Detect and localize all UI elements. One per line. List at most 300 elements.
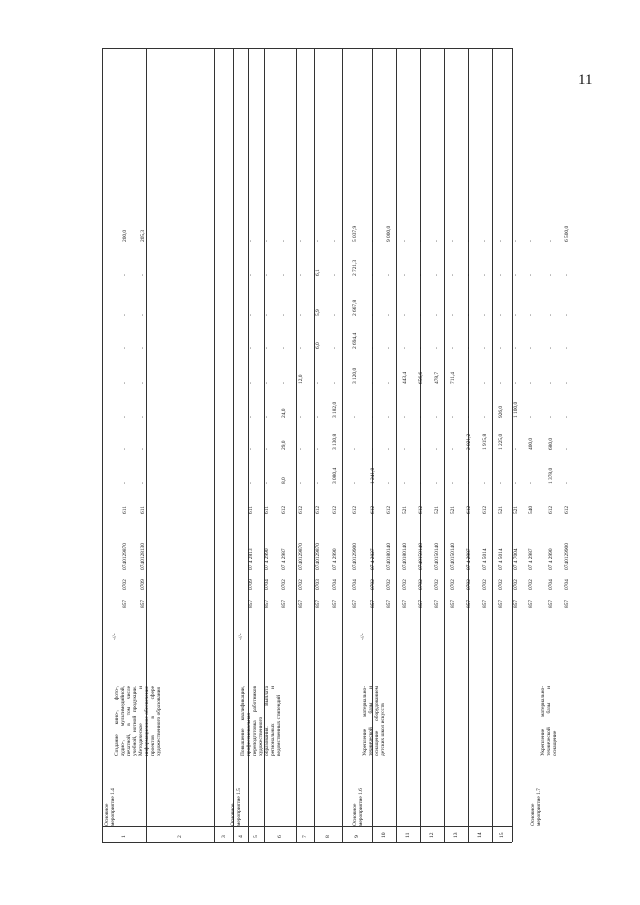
table-cell: 857 [482,599,488,608]
table-cell: 07 4 7004 [513,548,519,570]
table-cell: 2 667,8 [352,299,358,316]
table-cell: 611 [248,506,254,514]
table-cell: - [402,314,408,316]
table-cell: 857 [298,599,304,608]
table-cell: 07 4 2987 [528,548,534,570]
column-number: 6 [277,835,283,838]
table-cell: - [352,416,358,418]
table-cell: - [513,347,519,349]
table-cell: 205,3 [140,229,146,242]
table-cell: 1 378,0 [548,467,554,484]
table-cell: 857 [548,599,554,608]
table-cell: 0702 [466,579,472,590]
table-cell: - [434,314,440,316]
table-cell: - [528,347,534,349]
table-cell: - [370,448,376,450]
table-cell: - [264,274,270,276]
table-cell: 07 4 5014 [498,548,504,570]
table-cell: 611 [140,506,146,514]
table-cell: 0740150140 [434,543,440,570]
table-cell: - [482,240,488,242]
column-rule [233,48,234,842]
page-number: 11 [578,72,593,88]
table-cell: - [248,314,254,316]
table-cell: 07 4 2813 [248,548,254,570]
table-cell: 200,0 [122,229,128,242]
table-cell: - [513,240,519,242]
table-cell: - [548,416,554,418]
section-title: Основное мероприятие 1.7 [530,788,542,826]
table-cell: - [298,274,304,276]
table-cell: 3 080,4 [332,467,338,484]
table-cell: - [122,448,128,450]
column-number: 2 [177,835,183,838]
table-cell: - [450,274,456,276]
table-cell: 6,1 [315,269,321,276]
table-cell: - [264,347,270,349]
table-cell: - [434,240,440,242]
table-cell: 400,0 [528,437,534,450]
table-cell: 07 4 2987 [466,548,472,570]
column-rule [296,48,297,842]
table-cell: - [386,448,392,450]
table-cell: - [513,448,519,450]
table-cell: 540 [528,505,534,514]
column-number: 7 [302,835,308,838]
table-cell: 5 037,9 [352,225,358,242]
table-cell: 0704 [352,579,358,590]
table-cell: - [281,240,287,242]
table-cell: - [281,347,287,349]
column-number: 14 [477,832,483,838]
table-cell: - [402,448,408,450]
table-cell: - [528,482,534,484]
table-cell: - [386,416,392,418]
table-cell: 857 [332,599,338,608]
table-cell: - [122,482,128,484]
table-cell: 857 [122,599,128,608]
table-cell: 612 [482,505,488,514]
table-cell: - [498,240,504,242]
table-cell: - [264,240,270,242]
table-cell: - [466,482,472,484]
table-cell: - [386,274,392,276]
table-cell: - [482,314,488,316]
table-cell: 1 241,0 [370,467,376,484]
table-cell: - [564,347,570,349]
table-cell: - [548,240,554,242]
table-cell: - [434,448,440,450]
table-cell: 857 [450,599,456,608]
column-number: 5 [253,835,259,838]
row-rule [102,842,512,843]
table-cell: - [528,416,534,418]
column-number: 3 [220,835,227,838]
table-cell: 6 500,0 [564,225,570,242]
table-cell: 0702 [482,579,488,590]
table-cell: 0702 [298,579,304,590]
table-cell: - [386,314,392,316]
table-cell: - [140,274,146,276]
table-cell: 0704 [264,579,270,590]
table-cell: - [528,382,534,384]
table-cell: - [140,448,146,450]
table-cell: 0709 [248,579,254,590]
table-cell: - [264,416,270,418]
table-cell: 6,0 [315,342,321,349]
table-cell: 07 4 2990 [548,548,554,570]
table-cell: 711,4 [450,372,456,384]
table-cell: 24,0 [281,408,287,418]
table-cell: 612 [564,505,570,514]
table-cell: 857 [140,599,146,608]
table-cell: - [548,382,554,384]
table-cell: - [548,347,554,349]
column-number: 15 [499,832,505,838]
table-cell: - [140,482,146,484]
table-cell: - [315,240,321,242]
section-description: Укрепление материально-технической базы и оснащение [540,686,558,756]
table-cell: - [315,482,321,484]
table-cell: 0740129870 [315,543,321,570]
table-cell: - [564,448,570,450]
table-cell: 857 [402,599,408,608]
section-description: Создание кино-, фото-, аудио-, мультимедийной, печатной, в том числе учебной, нотной продукции. Методическое и информационное обеспечение проектов в сфере художественного образования [114,686,162,756]
table-cell: 611 [122,506,128,514]
table-cell: - [370,382,376,384]
table-cell: - [248,240,254,242]
table-cell: - [466,347,472,349]
table-cell: 0702 [498,579,504,590]
table-cell: 5,9 [315,309,321,316]
table-cell: - [140,382,146,384]
column-rule [420,48,421,842]
table-cell: - [298,482,304,484]
column-rule [444,48,445,842]
table-cell: 857 [418,599,424,608]
table-cell: - [528,314,534,316]
table-cell: 0702 [418,579,424,590]
table-cell: 478,7 [434,371,440,384]
table-cell: 857 [264,599,270,608]
table-cell: - [332,347,338,349]
table-cell: - [370,240,376,242]
column-number: 4 [237,835,244,838]
table-cell: 8,0 [281,477,287,484]
table-cell: 611 [264,506,270,514]
table-cell: - [386,347,392,349]
table-cell: 0740129870 [122,543,128,570]
column-rule [102,48,103,842]
table-cell: - [402,347,408,349]
table-cell: - [248,274,254,276]
column-rule [492,48,493,842]
table-cell: 1 100,0 [513,401,519,418]
table-cell: 0702 [370,579,376,590]
table-cell: 0740150140 [450,543,456,570]
row-rule [102,826,512,827]
table-cell: 9 000,0 [386,225,392,242]
section-description: Укрепление материально-технической базы и оснащение оборудованием детских школ искусств [362,686,386,756]
table-cell: - [513,482,519,484]
table-cell: 857 [248,599,254,608]
table-cell: 2 694,4 [352,332,358,349]
table-cell: - [264,382,270,384]
table-cell: - [140,314,146,316]
table-cell: 3 130,8 [332,433,338,450]
table-cell: - [122,347,128,349]
table-cell: - [402,274,408,276]
column-number: 13 [453,832,459,838]
table-cell: - [248,482,254,484]
table-cell: - [332,240,338,242]
table-cell: - [386,482,392,484]
table-cell: 857 [352,599,358,608]
table-cell: 521 [450,505,456,514]
table-cell: - [418,347,424,349]
table-cell: 612 [298,505,304,514]
table-cell: 857 [528,599,534,608]
table-cell: - [122,382,128,384]
column-rule [314,48,315,842]
table-cell: - [418,274,424,276]
table-cell: - [418,416,424,418]
table-cell: 0702 [528,579,534,590]
table-cell: 0740129870 [298,543,304,570]
table-cell: - [298,314,304,316]
table-cell: - [386,382,392,384]
column-number: 12 [429,832,435,838]
table-cell: - [332,274,338,276]
table-cell: - [315,382,321,384]
table-cell: 857 [564,599,570,608]
table-cell: - [548,314,554,316]
table-cell: 857 [281,599,287,608]
column-rule [342,48,343,842]
table-cell: - [513,314,519,316]
table-cell: - [370,314,376,316]
table-cell: - [450,347,456,349]
table-cell: 0702 [434,579,440,590]
table-cell: 0740180140 [402,543,408,570]
table-cell: - [482,416,488,418]
table-cell: - [564,482,570,484]
table-cell: - [513,274,519,276]
table-cell: - [418,314,424,316]
table-cell: 656,6 [418,371,424,384]
column-number: 10 [381,832,387,838]
table-cell: 521 [434,505,440,514]
table-cell: 612 [548,505,554,514]
table-cell: 2 721,3 [352,259,358,276]
section-mark: -//- [112,633,118,640]
table-cell: - [370,416,376,418]
table-cell: 612 [281,505,287,514]
table-cell: 07 4 2990 [332,548,338,570]
table-cell: 0702 [402,579,408,590]
table-cell: - [450,448,456,450]
table-cell: - [332,382,338,384]
table-cell: 521 [513,505,519,514]
table-cell: - [402,482,408,484]
section-title: Основное мероприятие 1.6 [352,788,364,826]
section-title: Основное мероприятие 1.5 [230,788,242,826]
column-number: 11 [405,832,411,838]
table-cell: - [248,448,254,450]
table-cell: 0704 [548,579,554,590]
table-cell: - [564,314,570,316]
table-cell: - [434,347,440,349]
table-cell: - [298,347,304,349]
table-cell: - [450,482,456,484]
table-cell: - [248,382,254,384]
table-cell: 07 4 2987 [281,548,287,570]
column-number: 1 [121,835,127,838]
table-cell: 0740129900 [352,543,358,570]
table-cell: - [528,274,534,276]
table-cell: - [352,482,358,484]
table-cell: 857 [513,599,519,608]
table-cell: - [332,314,338,316]
table-cell: 0740150140 [418,543,424,570]
table-cell: 0702 [281,579,287,590]
table-cell: - [564,274,570,276]
table-cell: - [281,274,287,276]
table-cell: 0740129900 [564,543,570,570]
table-cell: - [434,482,440,484]
table-cell: - [450,240,456,242]
table-cell: - [298,240,304,242]
table-cell: 0702 [386,579,392,590]
table-cell: 29,0 [281,440,287,450]
table-cell: - [450,314,456,316]
section-description: Повышение квалификации, профессиональная переподготовка работников художественного образования. Выплата региональных и ведомственных стипендий [240,686,282,756]
table-cell: - [402,416,408,418]
table-cell: - [402,240,408,242]
table-cell: 612 [418,505,424,514]
table-cell: 0702 [450,579,456,590]
table-cell: - [281,382,287,384]
table-cell: - [498,347,504,349]
table-cell: - [248,347,254,349]
section-title: Основное мероприятие 1.4 [104,788,116,826]
table-cell: 3 120,0 [352,367,358,384]
table-cell: - [315,416,321,418]
table-cell: 926,0 [498,405,504,418]
table-cell: - [248,416,254,418]
table-cell: - [466,240,472,242]
table-cell: - [281,314,287,316]
table-cell: 07 4 2827 [370,548,376,570]
table-cell: 857 [466,599,472,608]
table-cell: - [482,382,488,384]
table-cell: 612 [370,505,376,514]
table-cell: - [482,482,488,484]
table-cell: - [450,416,456,418]
table-cell: - [315,448,321,450]
table-cell: - [548,274,554,276]
table-cell: 0740128130 [140,543,146,570]
column-number: 8 [325,835,331,838]
table-cell: 612 [315,505,321,514]
table-cell: 612 [352,505,358,514]
table-cell: 612 [466,505,472,514]
row-rule [102,48,512,49]
table-cell: - [298,416,304,418]
table-cell: 07 4 5014 [482,548,488,570]
table-cell: - [140,416,146,418]
table-cell: 857 [315,599,321,608]
table-cell: - [122,416,128,418]
table-cell: - [140,347,146,349]
table-cell: 12,0 [298,374,304,384]
table-cell: - [352,448,358,450]
table-cell: 857 [386,599,392,608]
table-cell: - [498,382,504,384]
table-cell: 3 182,0 [332,401,338,418]
table-cell: 612 [386,505,392,514]
table-cell: 0740180140 [386,543,392,570]
table-cell: 521 [402,505,408,514]
table-cell: - [513,382,519,384]
column-rule [214,48,215,842]
table-cell: - [466,382,472,384]
table-cell: 1 915,8 [482,433,488,450]
table-cell: - [564,416,570,418]
table-cell: 857 [498,599,504,608]
table-cell: 0704 [564,579,570,590]
section-mark: -//- [360,633,366,640]
table-cell: - [498,274,504,276]
table-cell: - [482,274,488,276]
table-cell: 857 [434,599,440,608]
table-cell: - [264,482,270,484]
table-cell: - [418,482,424,484]
table-cell: - [122,274,128,276]
table-cell: 521 [498,505,504,514]
table-cell: - [298,448,304,450]
table-cell: 443,4 [402,371,408,384]
table-cell: - [498,314,504,316]
table-cell: - [264,448,270,450]
table-cell: 612 [332,505,338,514]
table-cell: - [370,347,376,349]
table-cell: - [434,416,440,418]
table-cell: 0702 [513,579,519,590]
table-cell: 680,0 [548,437,554,450]
table-cell: 1 225,0 [498,433,504,450]
column-rule [512,48,513,842]
table-cell: - [264,314,270,316]
section-mark: -//- [238,633,244,640]
table-cell: 2 021,2 [466,433,472,450]
table-cell: 0709 [140,579,146,590]
table-cell: 07 4 2990 [264,548,270,570]
table-cell: 0702 [122,579,128,590]
table-cell: 0703 [315,579,321,590]
table-cell: - [564,382,570,384]
table-cell: - [528,240,534,242]
column-rule [396,48,397,842]
column-number: 9 [354,835,360,838]
table-cell: 0704 [332,579,338,590]
table-cell: - [370,274,376,276]
table-cell: 857 [370,599,376,608]
table-cell: - [498,482,504,484]
table-cell: - [466,274,472,276]
table-cell: - [418,448,424,450]
table-cell: - [466,314,472,316]
